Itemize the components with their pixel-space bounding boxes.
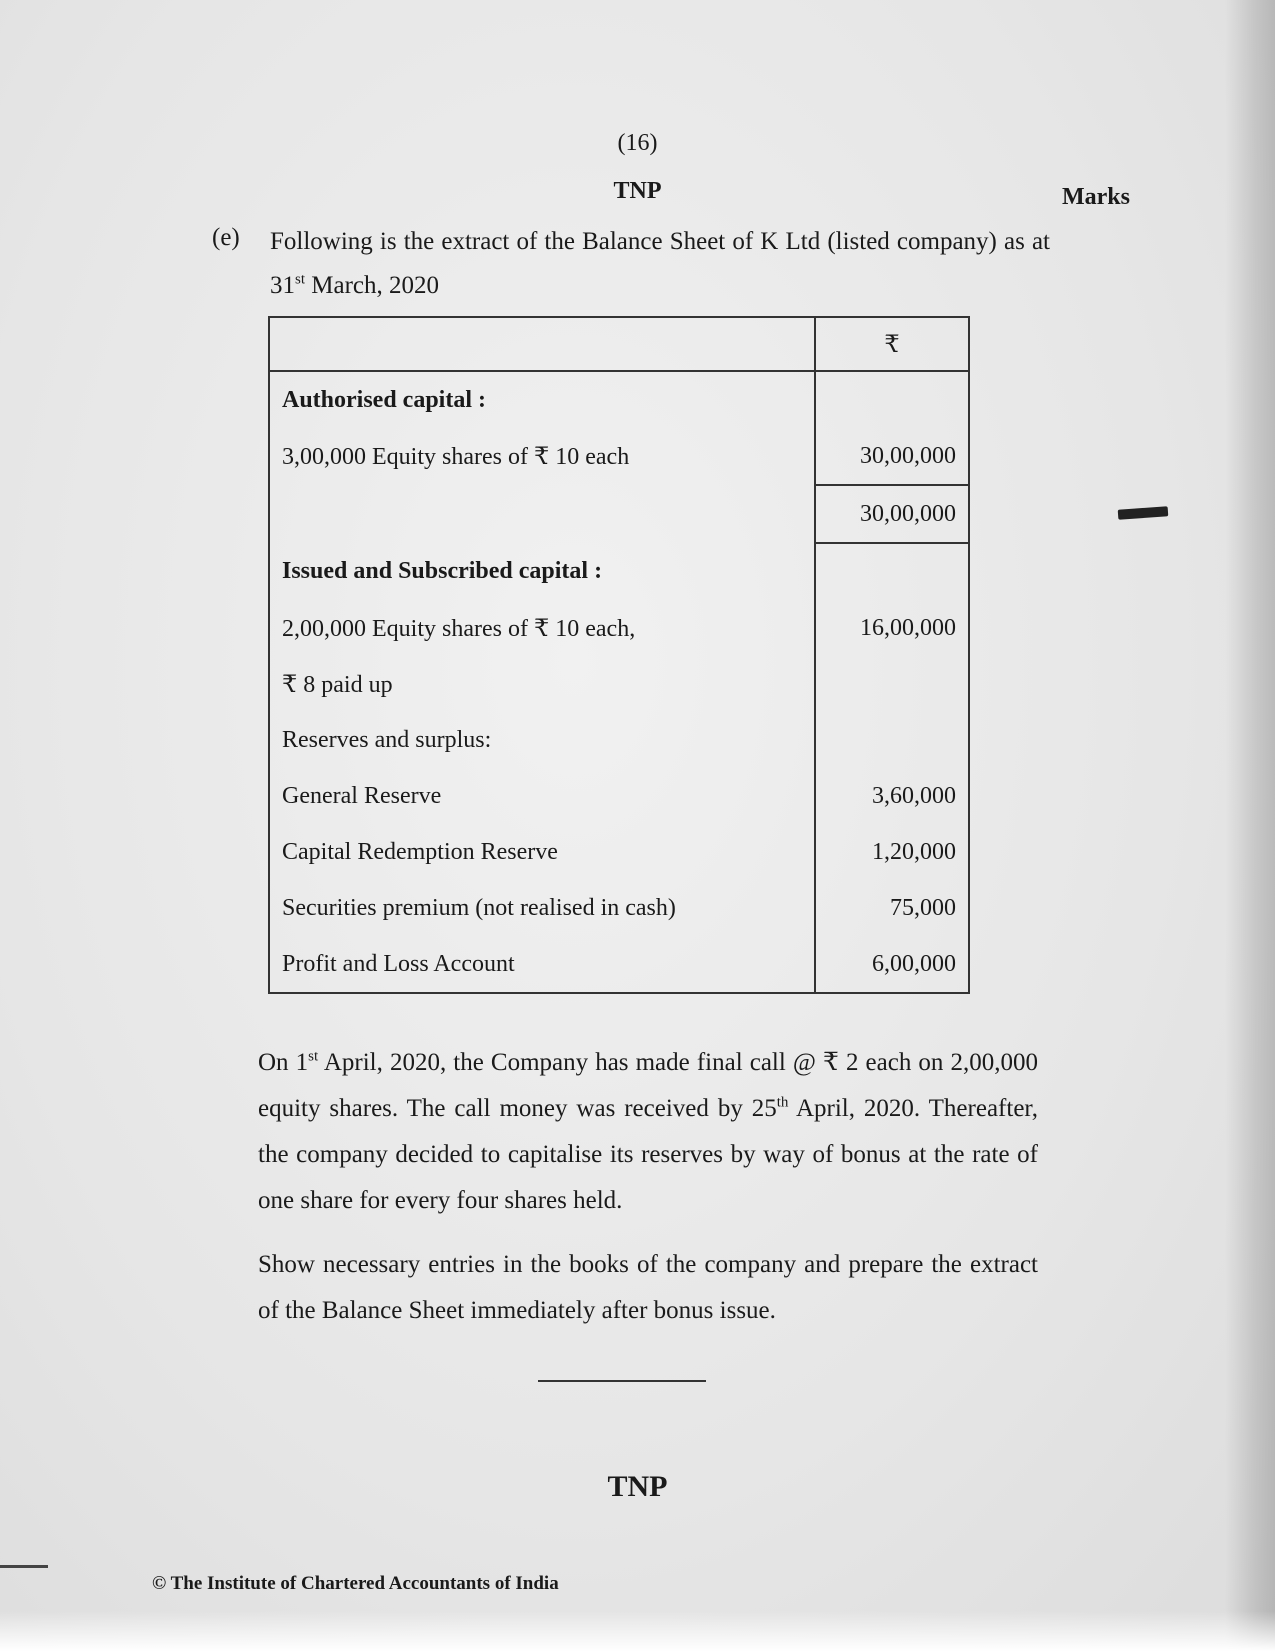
reserve-desc: Securities premium (not realised in cash)	[282, 894, 676, 921]
paragraph-instructions: Show necessary entries in the books of the company and prepare the extract of the Balance Sheet immediately after bonus issue.	[258, 1251, 1038, 1324]
issued-desc-cont: ₹ 8 paid up	[282, 671, 393, 698]
reserve-amount: 6,00,000	[815, 936, 969, 993]
reserve-desc: Profit and Loss Account	[282, 950, 515, 977]
reserve-desc: Capital Redemption Reserve	[282, 838, 558, 865]
table-row	[269, 485, 969, 543]
table-row	[269, 428, 969, 485]
page-bottom-edge	[0, 1611, 1275, 1651]
margin-mark	[1118, 506, 1169, 519]
table-row	[269, 656, 969, 712]
reserve-amount: 1,20,000	[815, 824, 969, 880]
top-code: TNP	[613, 178, 662, 204]
currency-header: ₹	[815, 317, 969, 371]
copyright-footer: © The Institute of Chartered Accountants of India	[152, 1573, 559, 1594]
marks-label: Marks	[1062, 184, 1130, 210]
table-row	[269, 824, 969, 880]
issued-amount: 16,00,000	[815, 600, 969, 656]
table-row	[269, 880, 969, 936]
table-row	[269, 600, 969, 656]
question-intro: Following is the extract of the Balance Sheet of K Ltd (listed company) as at 31st March, 2020	[270, 228, 1050, 299]
paragraph-final-call: On 1st April, 2020, the Company has made final call @ ₹ 2 each on 2,00,000 equity shares. The call money was received by 25th April, 2020. Thereafter, the company decided to capitalise its reserves by way of bonus at the rate of one share for every four shares held.	[258, 1048, 1038, 1214]
table-row	[269, 768, 969, 824]
table-row	[269, 712, 969, 768]
balance-sheet-table	[268, 316, 970, 994]
authorised-total: 30,00,000	[815, 485, 969, 543]
question-label: (e)	[212, 224, 240, 251]
left-margin-tick	[0, 1565, 48, 1568]
reserves-heading: Reserves and surplus:	[282, 726, 492, 753]
reserve-amount: 75,000	[815, 880, 969, 936]
authorised-amount: 30,00,000	[815, 428, 969, 485]
table-row	[269, 371, 969, 428]
authorised-desc: 3,00,000 Equity shares of ₹ 10 each	[282, 444, 630, 470]
page-number: (16)	[617, 130, 658, 156]
table-header-row	[269, 317, 969, 371]
reserve-amount: 3,60,000	[815, 768, 969, 824]
end-rule	[538, 1380, 706, 1382]
issued-heading: Issued and Subscribed capital :	[282, 558, 603, 584]
page-edge-shadow	[1225, 0, 1275, 1651]
bottom-code: TNP	[607, 1470, 668, 1503]
table-row	[269, 543, 969, 600]
reserve-desc: General Reserve	[282, 782, 442, 809]
authorised-heading: Authorised capital :	[282, 386, 486, 413]
issued-desc: 2,00,000 Equity shares of ₹ 10 each,	[282, 615, 636, 642]
table-row	[269, 936, 969, 993]
